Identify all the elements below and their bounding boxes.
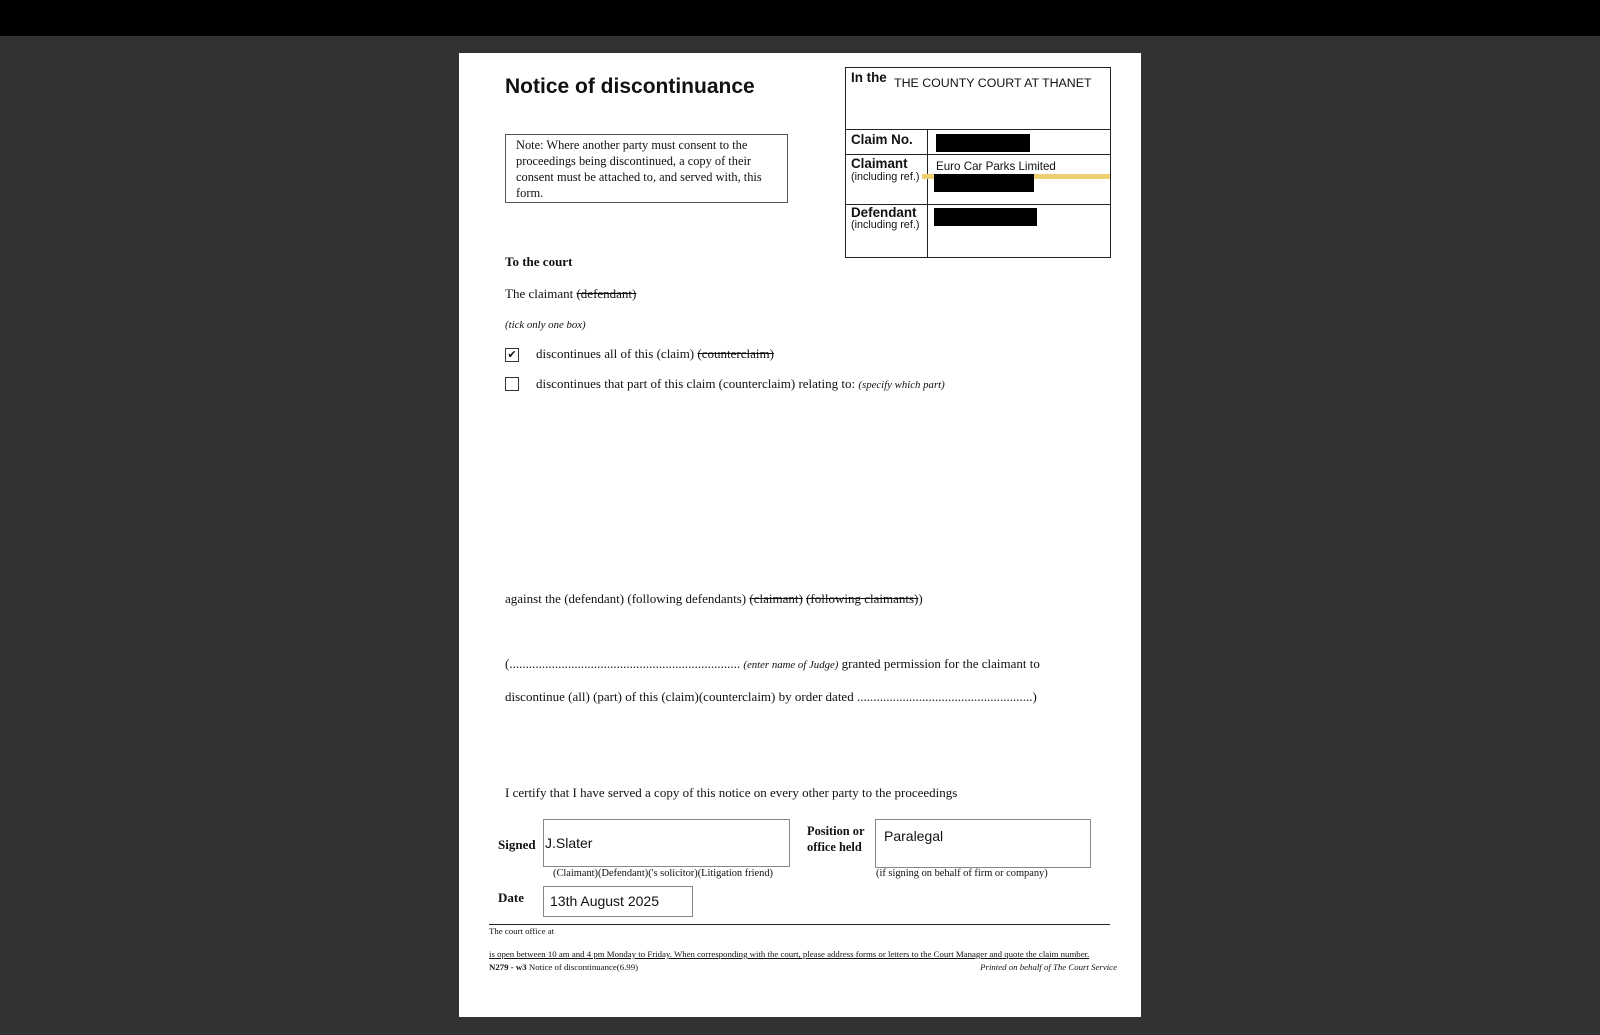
option-part-checkbox[interactable] xyxy=(505,377,519,391)
against-close: ) xyxy=(918,591,923,606)
in-the-label: In the xyxy=(851,70,887,85)
court-name: THE COUNTY COURT AT THANET xyxy=(894,76,1092,90)
position-field[interactable] xyxy=(875,819,1091,868)
claimant-name: Euro Car Parks Limited xyxy=(936,160,1056,173)
position-label-line1: Position or xyxy=(807,824,865,838)
date-label: Date xyxy=(498,890,524,905)
struck-counterclaim: (counterclaim) xyxy=(697,346,774,361)
claimant-ref-label: (including ref.) xyxy=(851,171,920,183)
to-court-heading: To the court xyxy=(505,254,573,269)
against-line xyxy=(505,591,923,607)
defendant-label: Defendant xyxy=(851,205,917,220)
form-code: N279 - w3 xyxy=(489,962,527,972)
defendant-ref-label: (including ref.) xyxy=(851,219,920,231)
document-page xyxy=(459,53,1141,1017)
column-divider xyxy=(927,129,928,257)
printed-by: Printed on behalf of The Court Service xyxy=(980,962,1117,972)
claim-no-label: Claim No. xyxy=(851,132,913,147)
consent-note: Note: Where another party must consent to the proceedings being discontinued, a copy of their consent must be attached to, and served with, this form. xyxy=(505,134,788,203)
option-all-text: discontinues all of this (claim) xyxy=(536,346,695,361)
signed-field[interactable] xyxy=(543,819,790,867)
option-all-checkbox[interactable]: ✔ xyxy=(505,348,519,362)
struck-claimant: (claimant) xyxy=(749,591,803,606)
struck-following-claimants: (following claimants) xyxy=(806,591,919,606)
position-label-line2: office held xyxy=(807,840,862,854)
form-name: Notice of discontinuance(6.99) xyxy=(528,962,639,972)
form-reference xyxy=(489,962,638,972)
claim-no-redaction xyxy=(936,134,1030,152)
judge-line xyxy=(505,656,1040,672)
specify-note: (specify which part) xyxy=(858,379,945,391)
position-caption: (if signing on behalf of firm or company) xyxy=(876,868,1048,879)
claimant-line xyxy=(505,286,636,302)
claimant-label: Claimant xyxy=(851,156,908,171)
defendant-redaction xyxy=(934,208,1037,226)
position-value: Paralegal xyxy=(884,828,944,844)
claimant-ref-redaction xyxy=(934,174,1034,192)
option-part-text: discontinues that part of this claim (counterclaim) relating to: xyxy=(536,376,856,391)
date-field[interactable] xyxy=(543,886,693,917)
struck-defendant: (defendant) xyxy=(576,286,637,301)
court-office-line: The court office at xyxy=(489,926,555,936)
viewer-top-bar xyxy=(0,0,1600,36)
judge-rest: granted permission for the claimant to xyxy=(841,656,1040,671)
tick-instruction: (tick only one box) xyxy=(505,319,586,331)
judge-dots: (....................................................................... xyxy=(505,656,741,671)
option-all-label xyxy=(536,346,774,362)
against-text: against the (defendant) (following defendants) xyxy=(505,591,747,606)
form-title: Notice of discontinuance xyxy=(505,75,755,98)
judge-note: (enter name of Judge) xyxy=(743,659,839,671)
divider xyxy=(846,129,1110,130)
claimant-prefix: The claimant xyxy=(505,286,574,301)
position-label xyxy=(807,823,864,855)
footer-rule xyxy=(489,924,1110,925)
discontinue-order-line: discontinue (all) (part) of this (claim)(counterclaim) by order dated ......................................................) xyxy=(505,689,1037,704)
date-value: 13th August 2025 xyxy=(550,893,659,909)
court-details-box xyxy=(845,67,1111,258)
signed-caption: (Claimant)(Defendant)('s solicitor)(Litigation friend) xyxy=(553,868,773,879)
office-hours-line: is open between 10 am and 4 pm Monday to Friday. When corresponding with the court, please address forms or letters to the Court Manager and quote the claim number. xyxy=(489,949,1090,959)
divider xyxy=(846,154,1110,155)
option-part-label xyxy=(536,376,945,392)
certify-statement: I certify that I have served a copy of this notice on every other party to the proceedings xyxy=(505,785,958,800)
signed-value: J.Slater xyxy=(545,835,593,851)
signed-label: Signed xyxy=(498,837,536,852)
